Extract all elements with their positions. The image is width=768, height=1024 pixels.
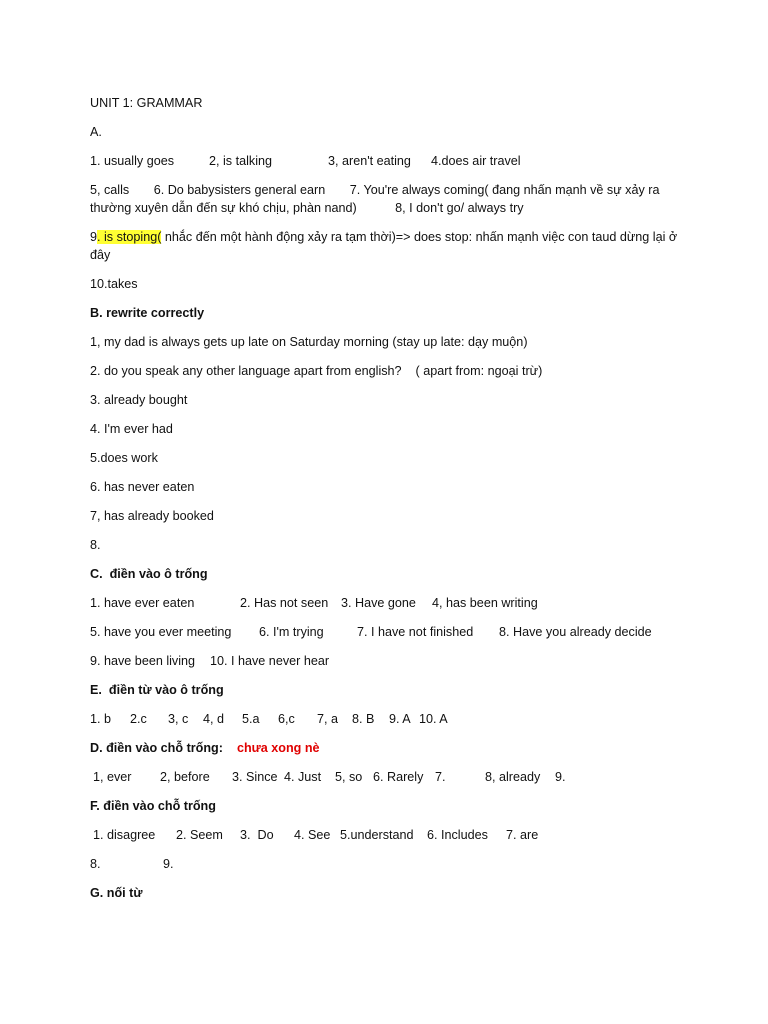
answer-item: 10. A bbox=[419, 712, 448, 726]
answer-item: 6. Rarely bbox=[373, 770, 424, 784]
section-e-line-1 bbox=[90, 710, 690, 728]
answer-item: 4, has been writing bbox=[432, 596, 538, 610]
answer-item: 2, is talking bbox=[209, 154, 272, 168]
answer-item: 3. Do bbox=[240, 828, 274, 842]
doc-title: UNIT 1: GRAMMAR bbox=[90, 96, 203, 110]
section-a-line-2a: 5, calls 6. Do babysisters general earn 7. You're always coming( đang nhấn mạnh về sự xảy ra bbox=[90, 183, 660, 197]
answer-number: 9 bbox=[90, 230, 98, 244]
answer-item: 3, c bbox=[168, 712, 189, 726]
section-d-line-1 bbox=[90, 768, 690, 786]
answer-item: 8. B bbox=[352, 712, 375, 726]
list-item: 6. has never eaten bbox=[90, 480, 195, 494]
answer-item: 6. I'm trying bbox=[259, 625, 324, 639]
highlighted-answer: . is stoping( bbox=[97, 230, 162, 244]
section-g-heading: G. nối từ bbox=[90, 886, 143, 900]
section-a-line-4: 10.takes bbox=[90, 277, 138, 291]
section-c-line-2 bbox=[90, 623, 690, 641]
answer-item: 1, ever bbox=[93, 770, 132, 784]
list-item: 5.does work bbox=[90, 451, 158, 465]
section-c-heading: C. điền vào ô trống bbox=[90, 567, 208, 581]
answer-item: 7. bbox=[435, 770, 446, 784]
answer-item: 4. Just bbox=[284, 770, 322, 784]
answer-item: 3, aren't eating bbox=[328, 154, 411, 168]
answer-item: 8, already bbox=[485, 770, 541, 784]
answer-item: 1. have ever eaten bbox=[90, 596, 195, 610]
answer-note: nhắc đến một hành động xảy ra tạm thời)=> does stop: nhấn mạnh việc con taud dừng lại ở bbox=[161, 230, 678, 244]
answer-item: 1. usually goes bbox=[90, 154, 175, 168]
answer-item: 8. bbox=[90, 857, 101, 871]
section-f-line-2 bbox=[90, 855, 690, 873]
section-a-line-3-cont: đây bbox=[90, 248, 111, 262]
list-item: 3. already bought bbox=[90, 393, 188, 407]
answer-item: 2, before bbox=[160, 770, 210, 784]
answer-item: 6. Includes bbox=[427, 828, 488, 842]
answer-item: 3. Since bbox=[232, 770, 278, 784]
answer-item: 4.does air travel bbox=[431, 154, 521, 168]
answer-item: 8. Have you already decide bbox=[499, 625, 652, 639]
status-note: chưa xong nè bbox=[236, 741, 320, 755]
answer-item: 10. I have never hear bbox=[210, 654, 330, 668]
answer-item: 4, d bbox=[203, 712, 225, 726]
section-c-line-1 bbox=[90, 594, 690, 612]
answer-item: 7. I have not finished bbox=[357, 625, 474, 639]
answer-item: 2.c bbox=[130, 712, 147, 726]
answer-item: 9. bbox=[163, 857, 174, 871]
section-a-line-1 bbox=[90, 152, 690, 170]
document-page bbox=[90, 94, 690, 902]
answer-item: 2. Seem bbox=[176, 828, 223, 842]
answer-item: 4. See bbox=[294, 828, 331, 842]
answer-item: 9. A bbox=[389, 712, 411, 726]
section-a-heading: A. bbox=[90, 125, 102, 139]
section-c-line-3 bbox=[90, 652, 690, 670]
answer-item: 1. disagree bbox=[93, 828, 156, 842]
answer-item: 5.understand bbox=[340, 828, 414, 842]
answer-item: 2. Has not seen bbox=[240, 596, 329, 610]
answer-item: 9. have been living bbox=[90, 654, 196, 668]
list-item: 8. bbox=[90, 538, 101, 552]
answer-item: 7. are bbox=[506, 828, 539, 842]
list-item: 1, my dad is always gets up late on Saturday morning (stay up late: dạy muộn) bbox=[90, 335, 528, 349]
section-a-line-3 bbox=[90, 228, 690, 246]
section-d-heading: D. điền vào chỗ trống: bbox=[90, 741, 223, 755]
answer-item: 5.a bbox=[242, 712, 260, 726]
section-a-line-2b: thường xuyên dẫn đến sự khó chịu, phàn nand) 8, I don't go/ always try bbox=[90, 201, 524, 215]
section-f-line-1 bbox=[90, 826, 690, 844]
answer-item: 6,c bbox=[278, 712, 295, 726]
section-d-heading-line bbox=[90, 739, 690, 757]
answer-item: 5. have you ever meeting bbox=[90, 625, 232, 639]
list-item: 2. do you speak any other language apart from english? ( apart from: ngoại trừ) bbox=[90, 364, 543, 378]
list-item: 4. I'm ever had bbox=[90, 422, 173, 436]
answer-item: 3. Have gone bbox=[341, 596, 416, 610]
list-item: 7, has already booked bbox=[90, 509, 214, 523]
answer-item: 5, so bbox=[335, 770, 363, 784]
answer-item: 9. bbox=[555, 770, 566, 784]
section-e-heading: E. điền từ vào ô trống bbox=[90, 683, 224, 697]
answer-item: 7, a bbox=[317, 712, 339, 726]
section-b-heading: B. rewrite correctly bbox=[90, 306, 205, 320]
section-f-heading: F. điền vào chỗ trống bbox=[90, 799, 216, 813]
answer-item: 1. b bbox=[90, 712, 112, 726]
